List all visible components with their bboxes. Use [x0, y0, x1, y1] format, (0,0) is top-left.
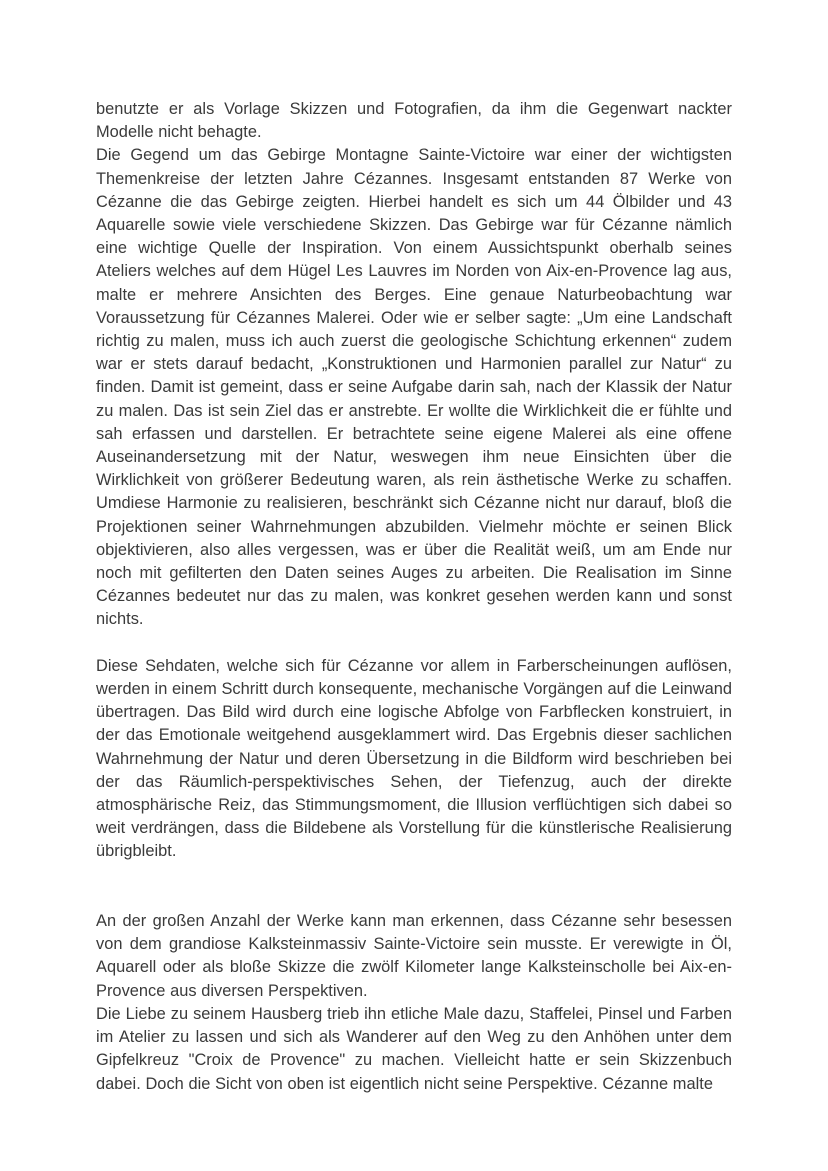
- block-spacer: [96, 632, 732, 655]
- paragraph: An der großen Anzahl der Werke kann man erkennen, dass Cézanne sehr besessen von dem grandiose Kalksteinmassiv Sainte-Victoire sein musste. Er verewigte in Öl, Aquarell oder als bloße Skizze die zwölf Kilometer lange Kalksteinscholle bei Aix-en-Provence aus diversen Perspektiven.: [96, 912, 732, 1000]
- paragraph: Diese Sehdaten, welche sich für Cézanne vor allem in Farberscheinungen auflösen, werden in einem Schritt durch konsequente, mechanische Vorgängen auf die Leinwand übertragen. Das Bild wird durch eine logische Abfolge von Farbflecken konstruiert, in der das Emotionale weitgehend ausgeklammert wird. Das Ergebnis dieser sachlichen Wahrnehmung der Natur und deren Übersetzung in die Bildform wird beschrieben bei der das Räumlich-perspektivisches Sehen, der Tiefenzug, auch der direkte atmosphärische Reiz, das Stimmungsmoment, die Illusion verflüchtigen sich dabei so weit verdrängen, dass die Bildebene als Vorstellung für die künstlerische Realisierung übrigbleibt.: [96, 656, 732, 861]
- paragraph: benutzte er als Vorlage Skizzen und Fotografien, da ihm die Gegenwart nackter Modelle nicht behagte.: [96, 100, 732, 142]
- paragraph: Die Gegend um das Gebirge Montagne Sainte-Victoire war einer der wichtigsten Themenkreise der letzten Jahre Cézannes. Insgesamt entstanden 87 Werke von Cézanne die das Gebirge zeigten. Hierbei handelt es sich um 44 Ölbilder und 43 Aquarelle sowie viele verschiedene Skizzen. Das Gebirge war für Cézanne nämlich eine wichtige Quelle der Inspiration. Von einem Aussichtspunkt oberhalb seines Ateliers welches auf dem Hügel Les Lauvres im Norden von Aix-en-Provence lag aus, malte er mehrere Ansichten des Berges. Eine genaue Naturbeobachtung war Voraussetzung für Cézannes Malerei. Oder wie er selber sagte: „Um eine Landschaft richtig zu malen, muss ich auch zuerst die geologische Schichtung erkennen“ zudem war er stets darauf bedacht, „Konstruktionen und Harmonien parallel zur Natur“ zu finden. Damit ist gemeint, dass er seine Aufgabe darin sah, nach der Klassik der Natur zu malen. Das ist sein Ziel das er anstrebte. Er wollte die Wirklichkeit die er fühlte und sah erfassen und darstellen. Er betrachtete seine eigene Malerei als eine offene Auseinandersetzung mit der Natur, weswegen ihm neue Einsichten über die Wirklichkeit von größerer Bedeutung waren, als rein ästhetische Werke zu schaffen. Umdiese Harmonie zu realisieren, beschränkt sich Cézanne nicht nur darauf, bloß die Projektionen seiner Wahrnehmungen abzubilden. Vielmehr möchte er seinen Blick objektivieren, also alles vergessen, was er über die Realität weiß, um am Ende nur noch mit gefilterten den Daten seines Auges zu arbeiten. Die Realisation im Sinne Cézannes bedeutet nur das zu malen, was konkret gesehen werden kann und sonst nichts.: [96, 146, 732, 629]
- paragraph: Die Liebe zu seinem Hausberg trieb ihn etliche Male dazu, Staffelei, Pinsel und Farben im Atelier zu lassen und sich als Wanderer auf den Weg zu den Anhöhen unter dem Gipfelkreuz "Croix de Provence" zu machen. Vielleicht hatte er sein Skizzenbuch dabei. Doch die Sicht von oben ist eigentlich nicht seine Perspektive. Cézanne malte: [96, 1004, 732, 1093]
- document-text-column: [96, 98, 732, 1096]
- block-spacer: [96, 864, 732, 910]
- text-block-2: [96, 655, 732, 864]
- text-block-3: [96, 910, 732, 1096]
- text-block-1: [96, 98, 732, 632]
